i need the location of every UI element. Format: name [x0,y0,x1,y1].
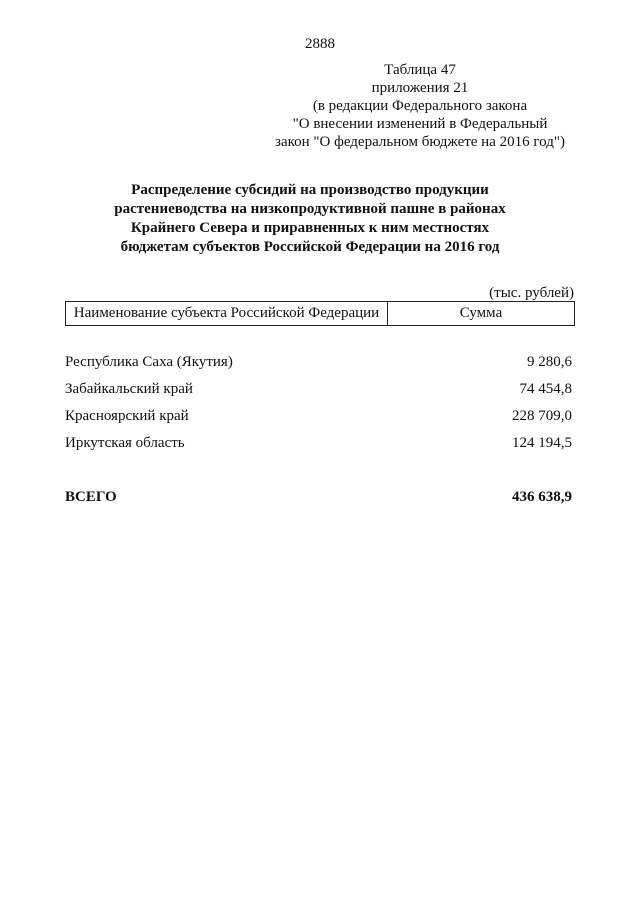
unit-label: (тыс. рублей) [489,285,574,301]
appendix-line: закон "О федеральном бюджете на 2016 год") [275,134,565,150]
title-line: растениеводства на низкопродуктивной пашне в районах [114,201,506,217]
total-row [65,489,572,506]
region-name: Республика Саха (Якутия) [65,354,233,370]
title-line: бюджетам субъектов Российской Федерации на 2016 год [120,239,500,255]
region-sum: 228 709,0 [512,408,572,424]
table-row [65,352,572,379]
title-line: Крайнего Севера и приравненных к ним местностях [130,220,490,236]
page-number: 2888 [305,36,335,52]
appendix-reference [260,61,580,151]
total-sum: 436 638,9 [512,489,572,505]
appendix-line: "О внесении изменений в Федеральный [292,116,548,132]
region-sum: 124 194,5 [512,435,572,451]
table-row [65,406,572,433]
title-line: Распределение субсидий на производство продукции [131,182,489,198]
table-row [65,379,572,406]
region-sum: 9 280,6 [527,354,572,370]
appendix-line: (в редакции Федерального закона [312,98,528,114]
appendix-line: Таблица 47 [384,62,456,78]
total-label: ВСЕГО [65,489,117,505]
region-name: Забайкальский край [65,381,193,397]
document-title [100,181,520,257]
region-name: Красноярский край [65,408,189,424]
region-name: Иркутская область [65,435,185,451]
column-header-sum: Сумма [459,305,503,321]
column-header-name: Наименование субъекта Российской Федерации [66,302,388,325]
region-sum: 74 454,8 [519,381,572,397]
table-body [65,352,572,460]
table-row [65,433,572,460]
appendix-line: приложения 21 [371,80,469,96]
table-header [65,301,575,326]
